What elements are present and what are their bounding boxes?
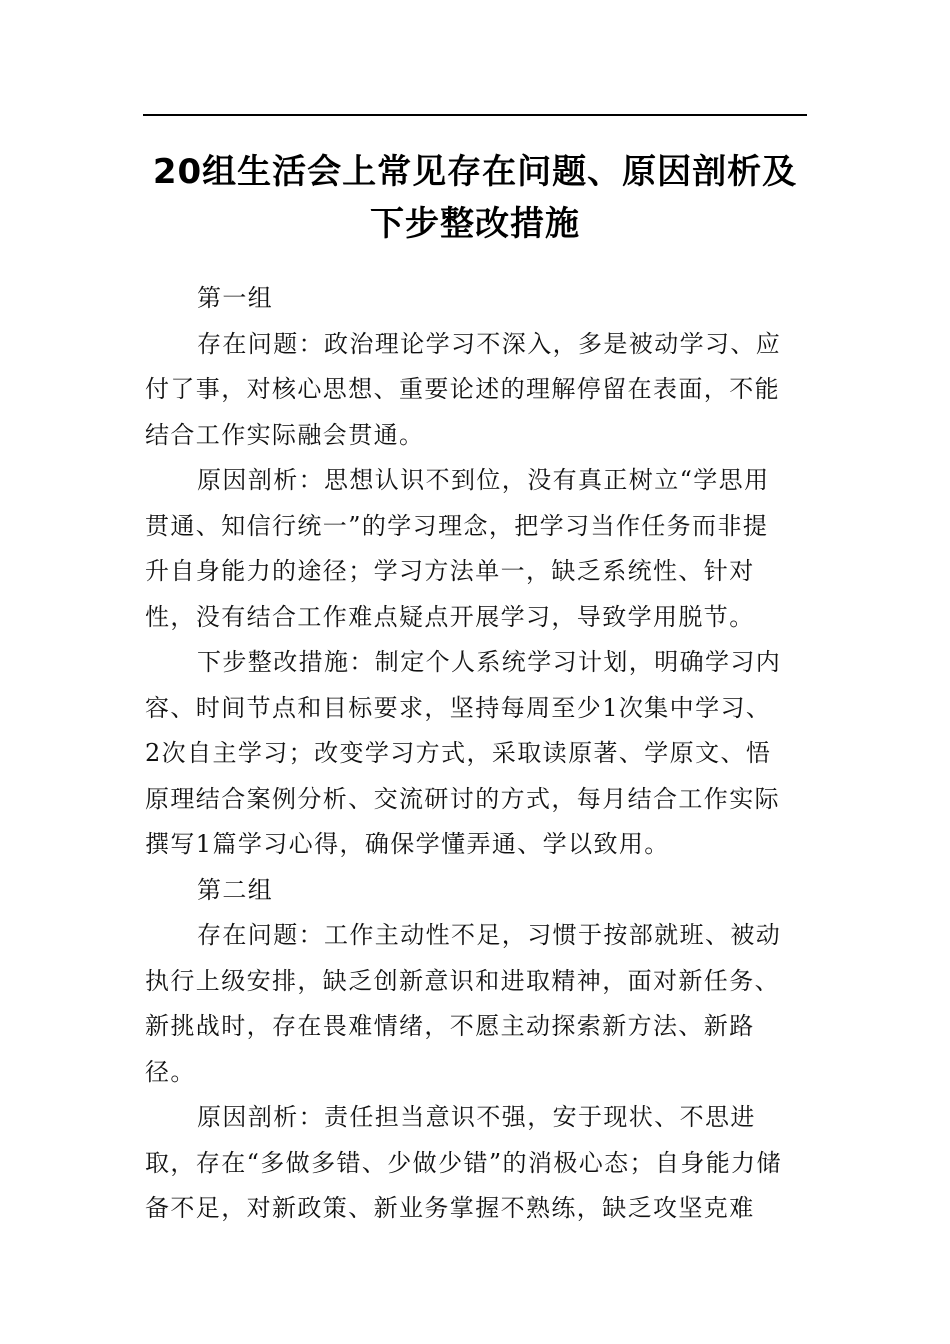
paragraph-cause-2: 原因剖析：责任担当意识不强，安于现状、不思进取，存在“多做多错、少做少错”的消极心态；自身能力储备不足，对新政策、新业务掌握不熟练，缺乏攻坚克难 [145,1103,782,1222]
header-rule [143,114,807,116]
paragraph-cause-1: 原因剖析：思想认识不到位，没有真正树立“学思用贯通、知信行统一”的学习理念，把学习当作任务而非提升自身能力的途径；学习方法单一，缺乏系统性、针对性，没有结合工作难点疑点开展学习，导致学用脱节。 [145,466,770,631]
paragraph-measures-1: 下步整改措施：制定个人系统学习计划，明确学习内容、时间节点和目标要求，坚持每周至少1次集中学习、2次自主学习；改变学习方式，采取读原著、学原文、悟原理结合案例分析、交流研讨的方式，每月结合工作实际撰写1篇学习心得，确保学懂弄通、学以致用。 [145,648,782,858]
section-heading-group-2: 第二组 [197,875,274,904]
document-title: 20组生活会上常见存在问题、原因剖析及下步整改措施 [152,152,798,244]
section-heading-group-1: 第一组 [197,284,274,312]
paragraph-problem-1: 存在问题：政治理论学习不深入，多是被动学习、应付了事，对核心思想、重要论述的理解停留在表面，不能结合工作实际融会贯通。 [145,329,782,449]
paragraph-problem-2: 存在问题：工作主动性不足，习惯于按部就班、被动执行上级安排，缺乏创新意识和进取精神，面对新任务、新挑战时，存在畏难情绪，不愿主动探索新方法、新路径。 [145,921,782,1086]
document-body [145,276,785,1232]
